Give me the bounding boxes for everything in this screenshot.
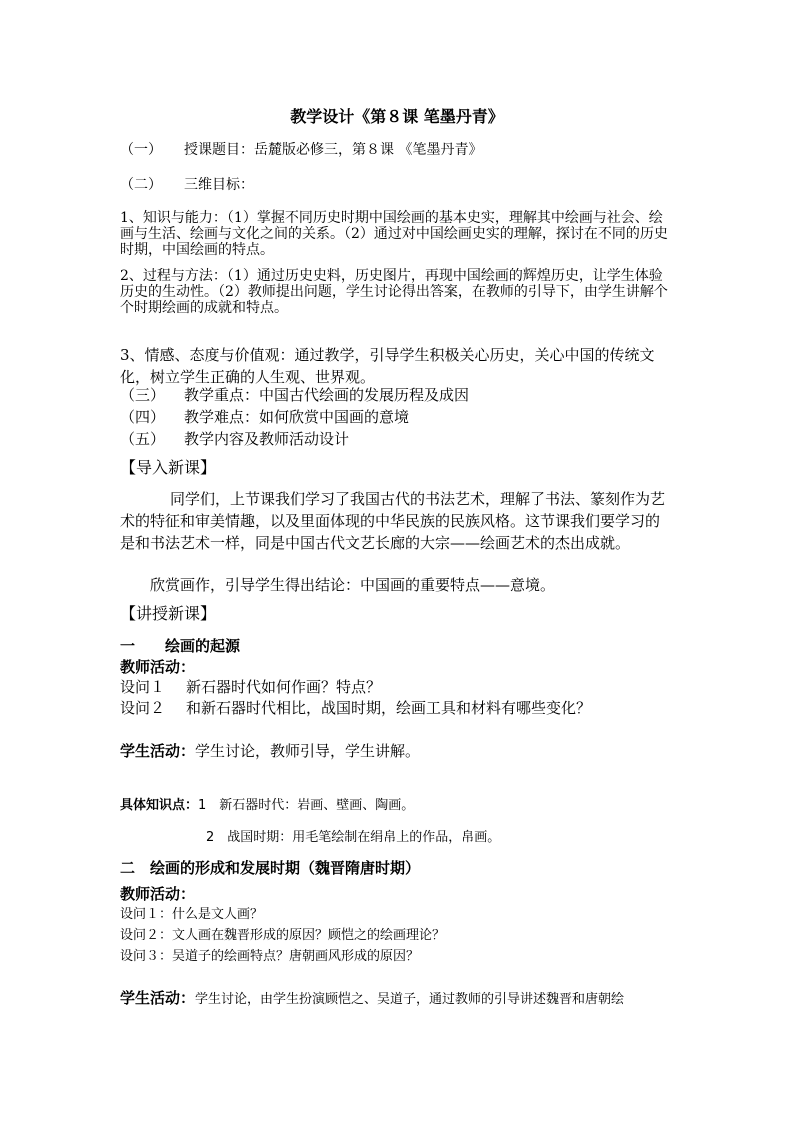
goal-process: 2、过程与方法：（1）通过历史史料，历史图片，再现中国绘画的辉煌历史，让学生体验历史的生动性。（2）教师提出问题，学生讨论得出答案，在教师的引导下，由学生讲解个个时期绘画的成就和特点。: [120, 268, 668, 316]
part1-heading: 一 绘画的起源: [120, 637, 241, 655]
item-goals: [120, 177, 254, 193]
intro-paragraph: 同学们，上节课我们学习了我国古代的书法艺术，理解了书法、篆刻作为艺术的特征和审美情趣，以及里面体现的中华民族的民族风格。这节课我们要学习的是和书法艺术一样，同是中国古代文艺长廊的大宗——绘画艺术的杰出成就。: [120, 490, 666, 552]
item-topic: [120, 142, 482, 158]
item-topic-text: 授课题目：岳麓版必修三，第８课 《笔墨丹青》: [184, 142, 483, 158]
part1-q1-label: 设问１: [120, 678, 166, 696]
item-content-text: 教学内容及教师活动设计: [184, 430, 350, 448]
part2-student-label: 学生活动：: [120, 989, 196, 1007]
part2-question-1: 设问１：什么是文人画？: [120, 907, 264, 922]
part2-question-3: 设问３：吴道子的绘画特点？唐朝画风形成的原因？: [120, 949, 420, 964]
part1-knowledge-label: 具体知识点：: [120, 798, 199, 813]
part1-student-text: 学生讨论，教师引导，学生讲解。: [195, 742, 421, 760]
part2-student-text: 学生讨论，由学生扮演顾恺之、吴道子，通过教师的引导讲述魏晋和唐朝绘: [195, 992, 625, 1007]
goal-emotion: 3、情感、态度与价值观：通过教学，引导学生积极关心历史，关心中国的传统文化，树立学生正确的人生观、世界观。: [120, 346, 655, 386]
item-content: [120, 428, 349, 450]
part1-q1-text: 新石器时代如何作画？特点？: [186, 678, 382, 696]
item-goals-label: （二）: [120, 177, 162, 193]
part2-teacher-label: 教师活动：: [120, 885, 196, 903]
part1-student-label: 学生活动：: [120, 742, 196, 760]
part1-question-1: [120, 676, 381, 698]
part2-question-2: 设问２：文人画在魏晋形成的原因？顾恺之的绘画理论？: [120, 928, 446, 943]
part1-student-activity: [120, 740, 420, 762]
document-title: 教学设计《第８课 笔墨丹青》: [290, 107, 504, 126]
item-content-label: （五）: [120, 430, 166, 448]
item-goals-text: 三维目标：: [184, 177, 254, 193]
intro-paragraph-2: 欣赏画作，引导学生得出结论：中国画的重要特点——意境。: [150, 576, 556, 594]
part2-heading: 二 绘画的形成和发展时期（魏晋隋唐时期）: [120, 859, 421, 877]
item-difficulty-label: （四）: [120, 408, 166, 426]
item-topic-label: （一）: [120, 142, 162, 158]
item-key-point-label: （三）: [120, 386, 166, 404]
part1-q2-text: 和新石器时代相比，战国时期，绘画工具和材料有哪些变化？: [186, 699, 592, 717]
part1-knowledge: [120, 797, 414, 815]
item-difficulty: [120, 406, 409, 428]
part1-knowledge-1: 1 新石器时代：岩画、壁画、陶画。: [198, 798, 415, 813]
item-difficulty-text: 教学难点：如何欣赏中国画的意境: [184, 408, 410, 426]
part1-question-2: [120, 697, 591, 719]
item-key-point-text: 教学重点：中国古代绘画的发展历程及成因: [184, 386, 470, 404]
goal-knowledge: 1、知识与能力：（1）掌握不同历史时期中国绘画的基本史实，理解其中绘画与社会、绘画与生活、绘画与文化之间的关系。（2）通过对中国绘画史实的理解，探讨在不同的历史时期，中国绘画的特点。: [120, 210, 668, 258]
intro-heading: 【导入新课】: [120, 458, 217, 477]
part2-student-activity: [120, 989, 624, 1009]
teach-heading: 【讲授新课】: [120, 604, 217, 623]
part1-teacher-label: 教师活动：: [120, 658, 196, 676]
item-key-point: [120, 384, 469, 406]
part1-knowledge-2: 2 战国时期：用毛笔绘制在绢帛上的作品，帛画。: [206, 830, 501, 845]
part1-q2-label: 设问２: [120, 699, 166, 717]
